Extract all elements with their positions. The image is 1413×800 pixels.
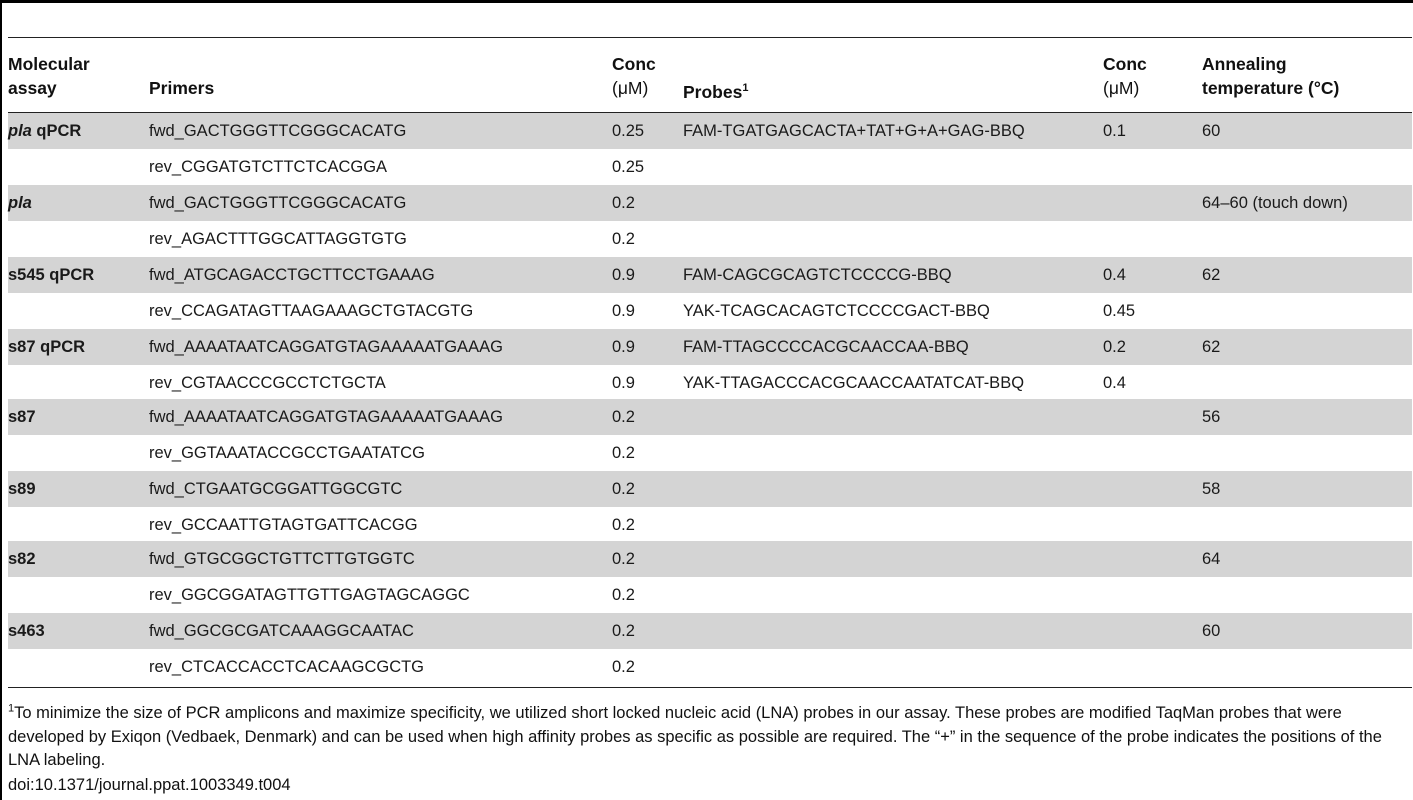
primer-conc-cell: 0.2 (612, 586, 635, 604)
primer-cell: fwd_GTGCGGCTGTTCTTGTGGTC (149, 550, 415, 568)
primer-cell: fwd_GACTGGGTTCGGGCACATG (149, 122, 407, 140)
footnote-text: To minimize the size of PCR amplicons and maximize specificity, we utilized short locked nucleic acid (LNA) probes in our assay. These probes are modified TaqMan probes that were developed by Exiqon (Vedbaek, Denmark) and can be used when high affinity probes as specific as possible are required. The “+” in the sequence of the probe indicates the positions of the LNA labeling. (8, 704, 1382, 769)
table-row (8, 399, 1412, 435)
header-conc-probes (1103, 52, 1147, 100)
temperature-cell: 62 (1202, 266, 1221, 284)
probe-cell: FAM-CAGCGCAGTCTCCCCG-BBQ (683, 266, 952, 284)
header-probes (683, 76, 748, 104)
table-row (8, 435, 1412, 471)
footnote-marker: 1 (8, 702, 15, 715)
primer-conc-cell: 0.25 (612, 158, 645, 176)
table-footnote (8, 702, 1408, 773)
probe-conc-cell: 0.4 (1103, 374, 1126, 392)
assay-cell: s87 qPCR (8, 338, 86, 356)
primer-conc-cell: 0.2 (612, 408, 635, 426)
primer-cell: fwd_ATGCAGACCTGCTTCCTGAAAG (149, 266, 435, 284)
table-row (8, 185, 1412, 221)
left-border (0, 0, 2, 800)
primer-cell: fwd_AAAATAATCAGGATGTAGAAAAATGAAAG (149, 408, 503, 426)
primer-conc-cell: 0.2 (612, 550, 635, 568)
table-row (8, 257, 1412, 293)
probe-conc-cell: 0.4 (1103, 266, 1126, 284)
primer-conc-cell: 0.2 (612, 444, 635, 462)
table-row (8, 649, 1412, 685)
primer-cell: fwd_GGCGCGATCAAAGGCAATAC (149, 622, 414, 640)
primer-cell: rev_CGTAACCCGCCTCTGCTA (149, 374, 386, 392)
primer-cell: rev_GGCGGATAGTTGTTGAGTAGCAGGC (149, 586, 470, 604)
table-bottom-rule (8, 687, 1412, 688)
primer-cell: rev_GCCAATTGTAGTGATTCACGG (149, 516, 418, 534)
table-top-rule (8, 37, 1412, 38)
temperature-cell: 60 (1202, 122, 1221, 140)
temperature-cell: 64 (1202, 550, 1221, 568)
probe-cell: YAK-TTAGACCCACGCAACCAATATCAT-BBQ (683, 374, 1025, 392)
temperature-cell: 58 (1202, 480, 1221, 498)
header-assay-line1: Molecular (8, 54, 90, 74)
primer-cell: rev_CCAGATAGTTAAGAAAGCTGTACGTG (149, 302, 474, 320)
header-conc1-line1: Conc (612, 54, 656, 74)
header-probes-footnote-marker: 1 (742, 82, 749, 94)
assay-cell: s89 (8, 480, 36, 498)
primer-conc-cell: 0.2 (612, 516, 635, 534)
primer-conc-cell: 0.25 (612, 122, 645, 140)
top-border (0, 0, 1413, 3)
primer-cell: rev_CTCACCACCTCACAAGCGCTG (149, 658, 425, 676)
doi-reference: doi:10.1371/journal.ppat.1003349.t004 (8, 776, 291, 794)
assay-cell: s545 qPCR (8, 266, 95, 284)
probe-cell: YAK-TCAGCACAGTCTCCCCGACT-BBQ (683, 302, 990, 320)
header-primers: Primers (149, 78, 215, 98)
probe-conc-cell: 0.2 (1103, 338, 1126, 356)
temperature-cell: 64–60 (touch down) (1202, 194, 1348, 212)
header-conc2-line2: (μM) (1103, 78, 1140, 98)
assay-cell: s87 (8, 408, 36, 426)
header-probes-label: Probes (683, 81, 743, 102)
primer-conc-cell: 0.2 (612, 480, 635, 498)
table-row (8, 113, 1412, 149)
assay-cell: pla qPCR (8, 122, 82, 140)
header-molecular-assay (8, 52, 90, 100)
header-conc1-line2: (μM) (612, 78, 649, 98)
primer-conc-cell: 0.9 (612, 266, 635, 284)
primer-cell: fwd_CTGAATGCGGATTGGCGTC (149, 480, 403, 498)
header-conc-primers (612, 52, 656, 100)
header-temp-line1: Annealing (1202, 54, 1287, 74)
primer-conc-cell: 0.2 (612, 622, 635, 640)
probe-conc-cell: 0.45 (1103, 302, 1136, 320)
temperature-cell: 60 (1202, 622, 1221, 640)
table-row (8, 149, 1412, 185)
temperature-cell: 62 (1202, 338, 1221, 356)
table-row (8, 613, 1412, 649)
probe-cell: FAM-TTAGCCCCACGCAACCAA-BBQ (683, 338, 969, 356)
header-temp-line2: temperature (°C) (1202, 78, 1340, 98)
header-annealing-temperature (1202, 52, 1339, 100)
header-assay-line2: assay (8, 78, 57, 98)
assay-cell: pla (8, 194, 32, 212)
primer-conc-cell: 0.9 (612, 338, 635, 356)
table-row (8, 471, 1412, 507)
primer-cell: rev_AGACTTTGGCATTAGGTGTG (149, 230, 407, 248)
table-row (8, 541, 1412, 577)
primer-conc-cell: 0.9 (612, 374, 635, 392)
table-row (8, 507, 1412, 543)
table-row (8, 221, 1412, 257)
header-conc2-line1: Conc (1103, 54, 1147, 74)
primer-cell: rev_CGGATGTCTTCTCACGGA (149, 158, 388, 176)
probe-cell: FAM-TGATGAGCACTA+TAT+G+A+GAG-BBQ (683, 122, 1025, 140)
primer-cell: fwd_GACTGGGTTCGGGCACATG (149, 194, 407, 212)
primer-cell: fwd_AAAATAATCAGGATGTAGAAAAATGAAAG (149, 338, 503, 356)
primer-conc-cell: 0.2 (612, 194, 635, 212)
table-row (8, 365, 1412, 401)
probe-conc-cell: 0.1 (1103, 122, 1126, 140)
temperature-cell: 56 (1202, 408, 1221, 426)
assay-cell: s82 (8, 550, 36, 568)
assay-cell: s463 (8, 622, 45, 640)
primer-conc-cell: 0.2 (612, 230, 635, 248)
table-row (8, 329, 1412, 365)
table-row (8, 293, 1412, 329)
table-row (8, 577, 1412, 613)
primer-cell: rev_GGTAAATACCGCCTGAATATCG (149, 444, 425, 462)
primer-conc-cell: 0.2 (612, 658, 635, 676)
primer-conc-cell: 0.9 (612, 302, 635, 320)
